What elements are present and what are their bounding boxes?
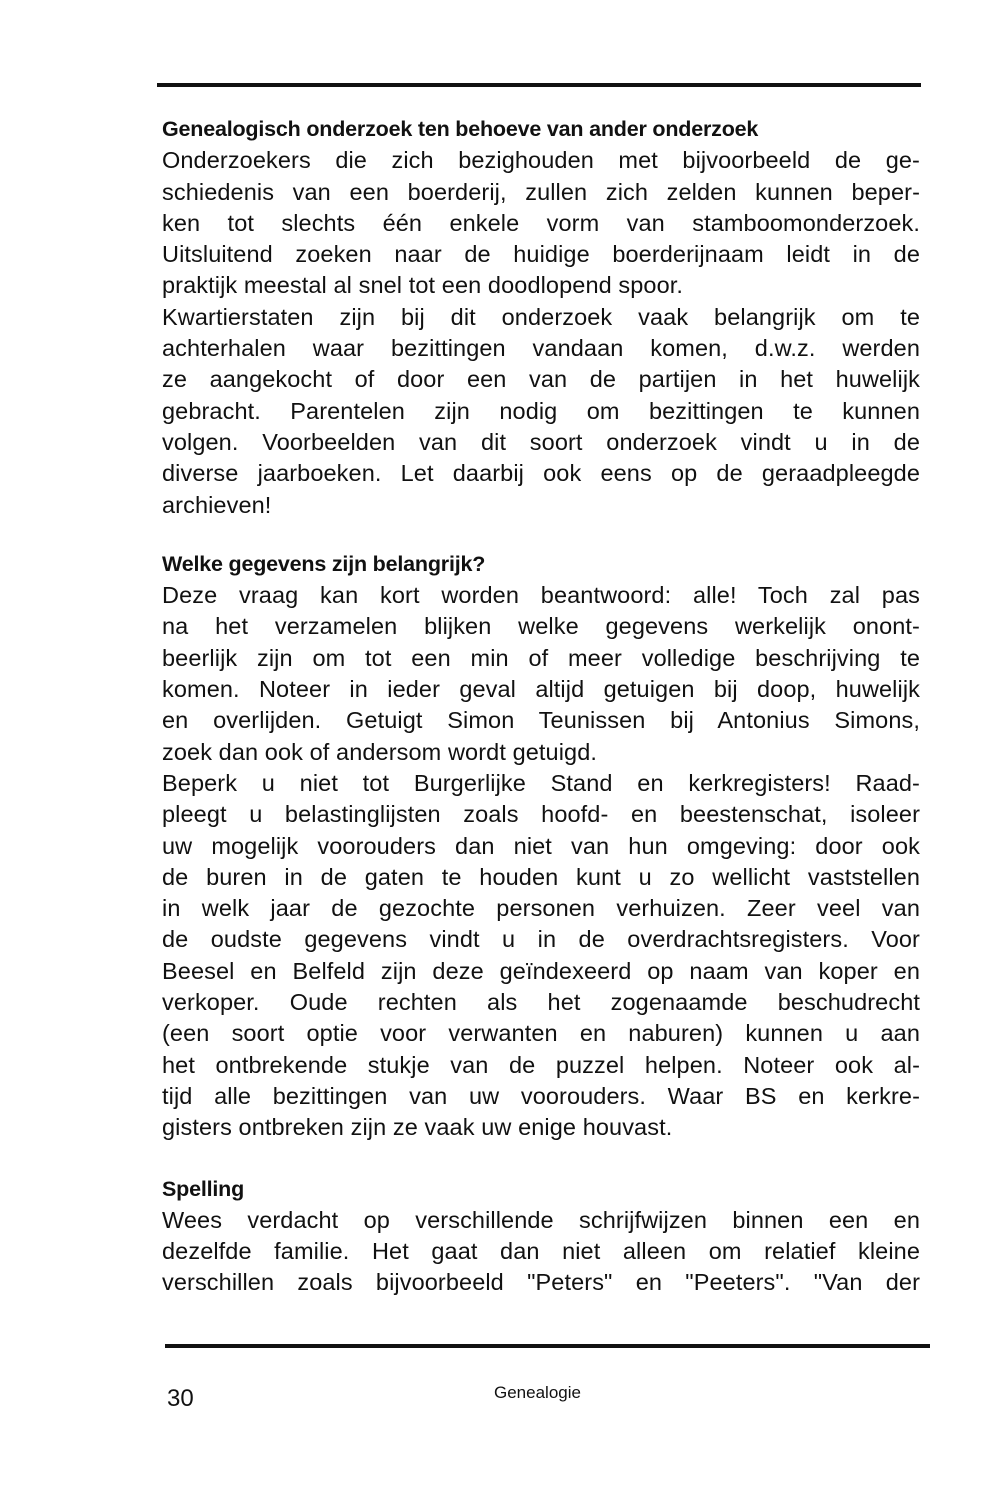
text-line: Deze vraag kan kort worden beantwoord: alle! Toch zal pas (162, 582, 920, 609)
text-line: verkoper. Oude rechten als het zogenaamde beschudrecht (162, 989, 920, 1016)
text-line: het ontbrekende stukje van de puzzel helpen. Noteer ook al- (162, 1051, 920, 1078)
section-heading: Welke gegevens zijn belangrijk? (162, 551, 486, 576)
text-line: uw mogelijk voorouders dan niet van hun omgeving: door ook (162, 832, 920, 859)
text-line: gisters ontbreken zijn ze vaak uw enige houvast. (162, 1114, 673, 1141)
text-line: achterhalen waar bezittingen vandaan komen, d.w.z. werden (162, 335, 920, 362)
section-spacer (162, 521, 920, 549)
section-spacer (162, 1144, 920, 1174)
text-line: Beperk u niet tot Burgerlijke Stand en kerkregisters! Raad- (162, 769, 920, 796)
section-heading: Spelling (162, 1176, 245, 1201)
section-important-data (162, 549, 920, 1144)
page-number: 30 (167, 1385, 194, 1412)
text-line: dezelfde familie. Het gaat dan niet alleen om relatief kleine (162, 1238, 920, 1265)
text-line: komen. Noteer in ieder geval altijd getuigen bij doop, huwelijk (162, 676, 920, 703)
paragraph (162, 145, 920, 521)
top-rule (157, 83, 921, 87)
running-title: Genealogie (494, 1383, 581, 1402)
text-line: (een soort optie voor verwanten en naburen) kunnen u aan (162, 1020, 920, 1047)
text-line: praktijk meestal al snel tot een doodlopend spoor. (162, 272, 684, 299)
text-line: ze aangekocht of door een van de partijen in het huwelijk (162, 366, 920, 393)
text-line: en overlijden. Getuigt Simon Teunissen bij Antonius Simons, (162, 707, 920, 734)
section-spelling (162, 1174, 920, 1299)
text-line: zoek dan ook of andersom wordt getuigd. (162, 738, 598, 765)
text-line: Beesel en Belfeld zijn deze geïndexeerd op naam van koper en (162, 957, 920, 984)
text-line: tijd alle bezittingen van uw voorouders. Waar BS en kerkre- (162, 1082, 920, 1109)
text-line: verschillen zoals bijvoorbeeld "Peters" en "Peeters". "Van der (162, 1269, 920, 1296)
text-line: in welk jaar de gezochte personen verhuizen. Zeer veel van (162, 895, 920, 922)
section-research (162, 114, 920, 521)
text-line: Wees verdacht op verschillende schrijfwijzen binnen een en (162, 1206, 920, 1233)
page-body (162, 114, 920, 1299)
text-line: de oudste gegevens vindt u in de overdrachtsregisters. Voor (162, 926, 920, 953)
paragraph (162, 1205, 920, 1299)
text-line: pleegt u belastinglijsten zoals hoofd- en beestenschat, isoleer (162, 801, 920, 828)
text-line: ken tot slechts één enkele vorm van stamboomonderzoek. (162, 209, 920, 236)
text-line: volgen. Voorbeelden van dit soort onderzoek vindt u in de (162, 428, 920, 455)
text-line: beerlijk zijn om tot een min of meer volledige beschrijving te (162, 644, 920, 671)
text-line: na het verzamelen blijken welke gegevens werkelijk onont- (162, 613, 920, 640)
text-line: Uitsluitend zoeken naar de huidige boerderijnaam leidt in de (162, 241, 920, 268)
text-line: schiedenis van een boerderij, zullen zich zelden kunnen beper- (162, 178, 920, 205)
paragraph (162, 580, 920, 1143)
bottom-rule (165, 1344, 930, 1348)
text-line: diverse jaarboeken. Let daarbij ook eens op de geraadpleegde (162, 460, 920, 487)
text-line: Onderzoekers die zich bezighouden met bijvoorbeeld de ge- (162, 147, 920, 174)
text-line: de buren in de gaten te houden kunt u zo wellicht vaststellen (162, 863, 920, 890)
text-line: archieven! (162, 491, 272, 518)
section-heading: Genealogisch onderzoek ten behoeve van ander onderzoek (162, 117, 759, 141)
text-line: gebracht. Parentelen zijn nodig om bezittingen te kunnen (162, 397, 920, 424)
text-line: Kwartierstaten zijn bij dit onderzoek vaak belangrijk om te (162, 303, 920, 330)
